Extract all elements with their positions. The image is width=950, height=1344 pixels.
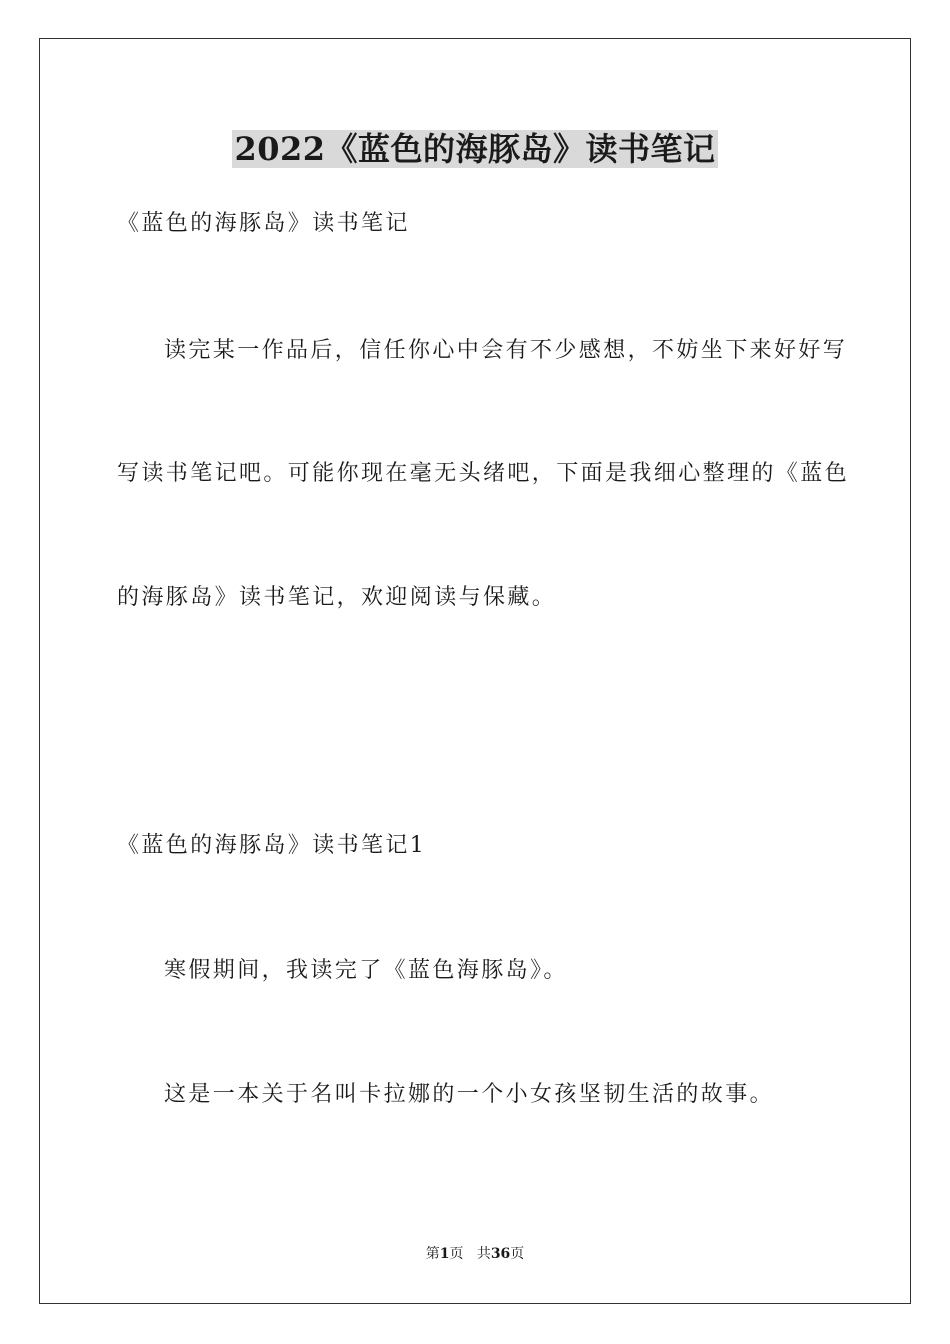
footer-total-suffix: 页 — [510, 1246, 525, 1262]
section-heading: 《蓝色的海豚岛》读书笔记1 — [117, 833, 427, 858]
section-paragraph-2: 这是一本关于名叫卡拉娜的一个小女孩坚韧生活的故事。 — [164, 1082, 775, 1107]
footer-total-prefix: 共 — [476, 1246, 491, 1262]
footer-page-suffix: 页 — [449, 1246, 464, 1262]
document-title-text: 2022《蓝色的海豚岛》读书笔记 — [234, 130, 716, 168]
intro-line-1: 读完某一作品后，信任你心中会有不少感想，不妨坐下来好好写 — [164, 338, 848, 363]
intro-line-3: 的海豚岛》读书笔记，欢迎阅读与保藏。 — [117, 585, 557, 610]
document-title — [0, 128, 950, 170]
document-subtitle: 《蓝色的海豚岛》读书笔记 — [117, 211, 410, 236]
page-footer — [0, 1244, 950, 1264]
intro-line-2: 写读书笔记吧。可能你现在毫无头绪吧，下面是我细心整理的《蓝色 — [117, 461, 850, 486]
section-paragraph-1: 寒假期间，我读完了《蓝色海豚岛》。 — [164, 958, 568, 983]
footer-total-pages: 36 — [490, 1246, 511, 1262]
footer-page-prefix: 第 — [425, 1246, 440, 1262]
footer-page-number: 1 — [439, 1246, 450, 1262]
